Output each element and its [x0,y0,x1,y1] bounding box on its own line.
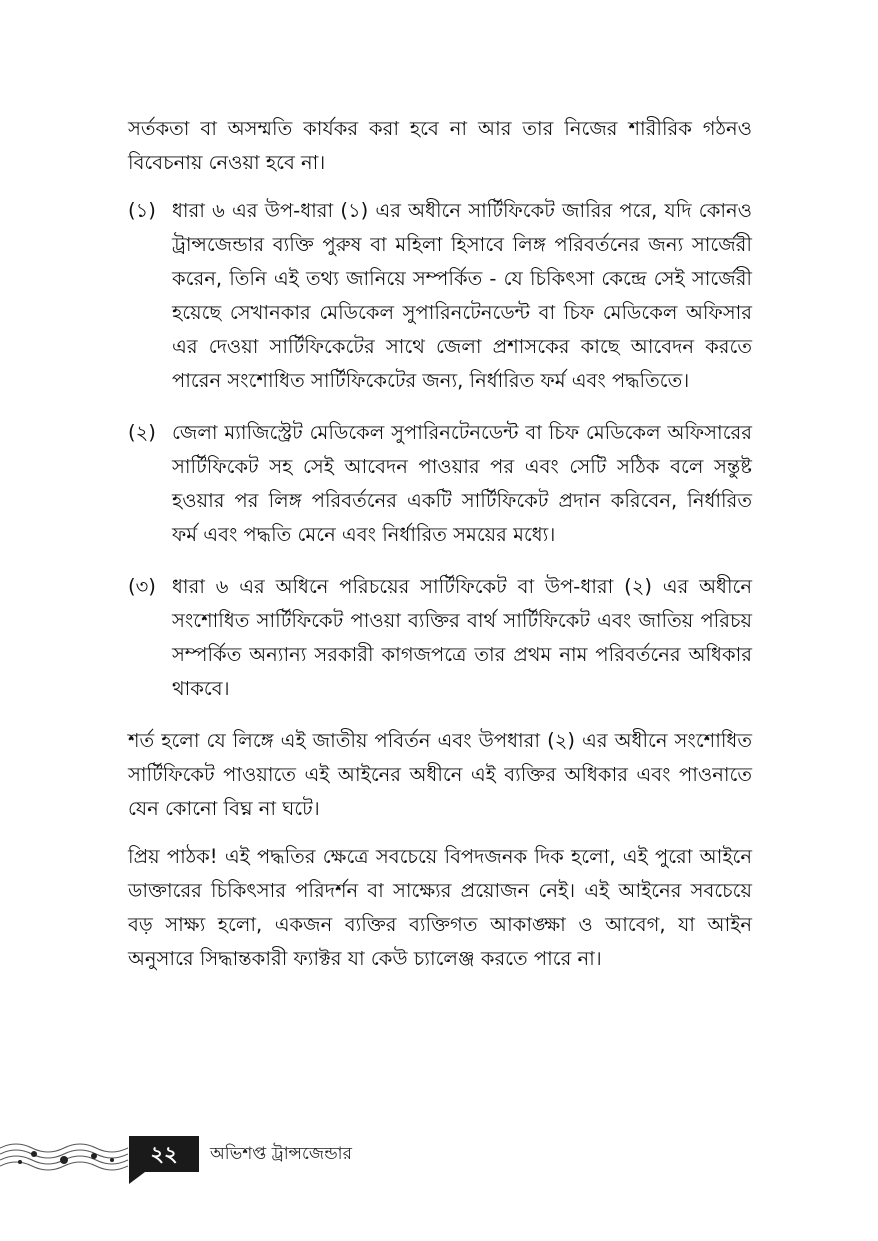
proviso-paragraph: শর্ত হলো যে লিঙ্গে এই জাতীয় পবির্তন এবং উপধারা (২) এর অধীনে সংশোধিত সার্টিফিকেট পাওয়াতে এই আইনের অধীনে এই ব্যক্তির অধিকার এবং পাওনাতে যেন কোনো বিঘ্ন না ঘটে। [128,729,752,820]
page-body [128,112,752,990]
page-footer [0,1128,878,1188]
decorative-wave-ornament [0,1134,130,1178]
commentary-paragraph: প্রিয় পাঠক! এই পদ্ধতির ক্ষেত্রে সবচেয়ে বিপদজনক দিক হলো, এই পুরো আইনে ডাক্তারের চিকিৎসার পরিদর্শন বা সাক্ষ্যের প্রয়োজন নেই। এই আইনের সবচেয়ে বড় সাক্ষ্য হলো, একজন ব্যক্তির ব্যক্তিগত আকাঙ্ক্ষা ও আবেগ, যা আইন অনুসারে সিদ্ধান্তকারী ফ্যাক্টর যা কেউ চ্যালেঞ্জ করতে পারে না। [128,845,752,970]
clause-2-number: (২) [128,421,156,444]
clause-3 [128,570,752,706]
clause-1-text: ধারা ৬ এর উপ-ধারা (১) এর অধীনে সার্টিফিকেট জারির পরে, যদি কোনও ট্রান্সজেন্ডার ব্যক্তি পুরুষ বা মহিলা হিসাবে লিঙ্গ পরিবর্তনের জন্য সার্জেরী করেন, তিনি এই তথ্য জানিয়ে সম্পর্কিত - যে চিকিৎসা কেন্দ্রে সেই সার্জেরী হয়েছে সেখানকার মেডিকেল সুপারিনটেনডেন্ট বা চিফ মেডিকেল অফিসার এর দেওয়া সার্টিফিকেটের সাথে জেলা প্রশাসকের কাছে আবেদন করতে পারেন সংশোধিত সার্টিফিকেটের জন্য, নির্ধারিত ফর্ম এবং পদ্ধতিতে। [172,199,752,392]
intro-paragraph: সর্তকতা বা অসম্মতি কার্যকর করা হবে না আর তার নিজের শারীরিক গঠনও বিবেচনায় নেওয়া হবে না। [128,117,752,174]
clause-3-text: ধারা ৬ এর অধিনে পরিচয়ের সার্টিফিকেট বা উপ-ধারা (২) এর অধীনে সংশোধিত সার্টিফিকেট পাওয়া ব্যক্তির বার্থ সার্টিফিকেট এবং জাতিয় পরিচয় সম্পর্কিত অন্যান্য সরকারী কাগজপত্রে তার প্রথম নাম পরিবর্তনের অধিকার থাকবে। [172,575,752,700]
clause-3-number: (৩) [128,575,156,598]
clause-1-number: (১) [128,199,156,222]
page-number-tab: ২২ [129,1136,199,1172]
book-title: অভিশপ্ত ট্রান্সজেন্ডার [210,1144,352,1164]
page-tab-tail [129,1172,145,1184]
clause-2-text: জেলা ম্যাজিস্ট্রেট মেডিকেল সুপারিনটেনডেন্ট বা চিফ মেডিকেল অফিসারের সার্টিফিকেট সহ সেই আবেদন পাওয়ার পর এবং সেটি সঠিক বলে সন্তুষ্ট হওয়ার পর লিঙ্গ পরিবর্তনের একটি সার্টিফিকেট প্রদান করিবেন, নির্ধারিত ফর্ম এবং পদ্ধতি মেনে এবং নির্ধারিত সময়ের মধ্যে। [172,421,752,546]
clause-1 [128,194,752,398]
clause-2 [128,416,752,552]
